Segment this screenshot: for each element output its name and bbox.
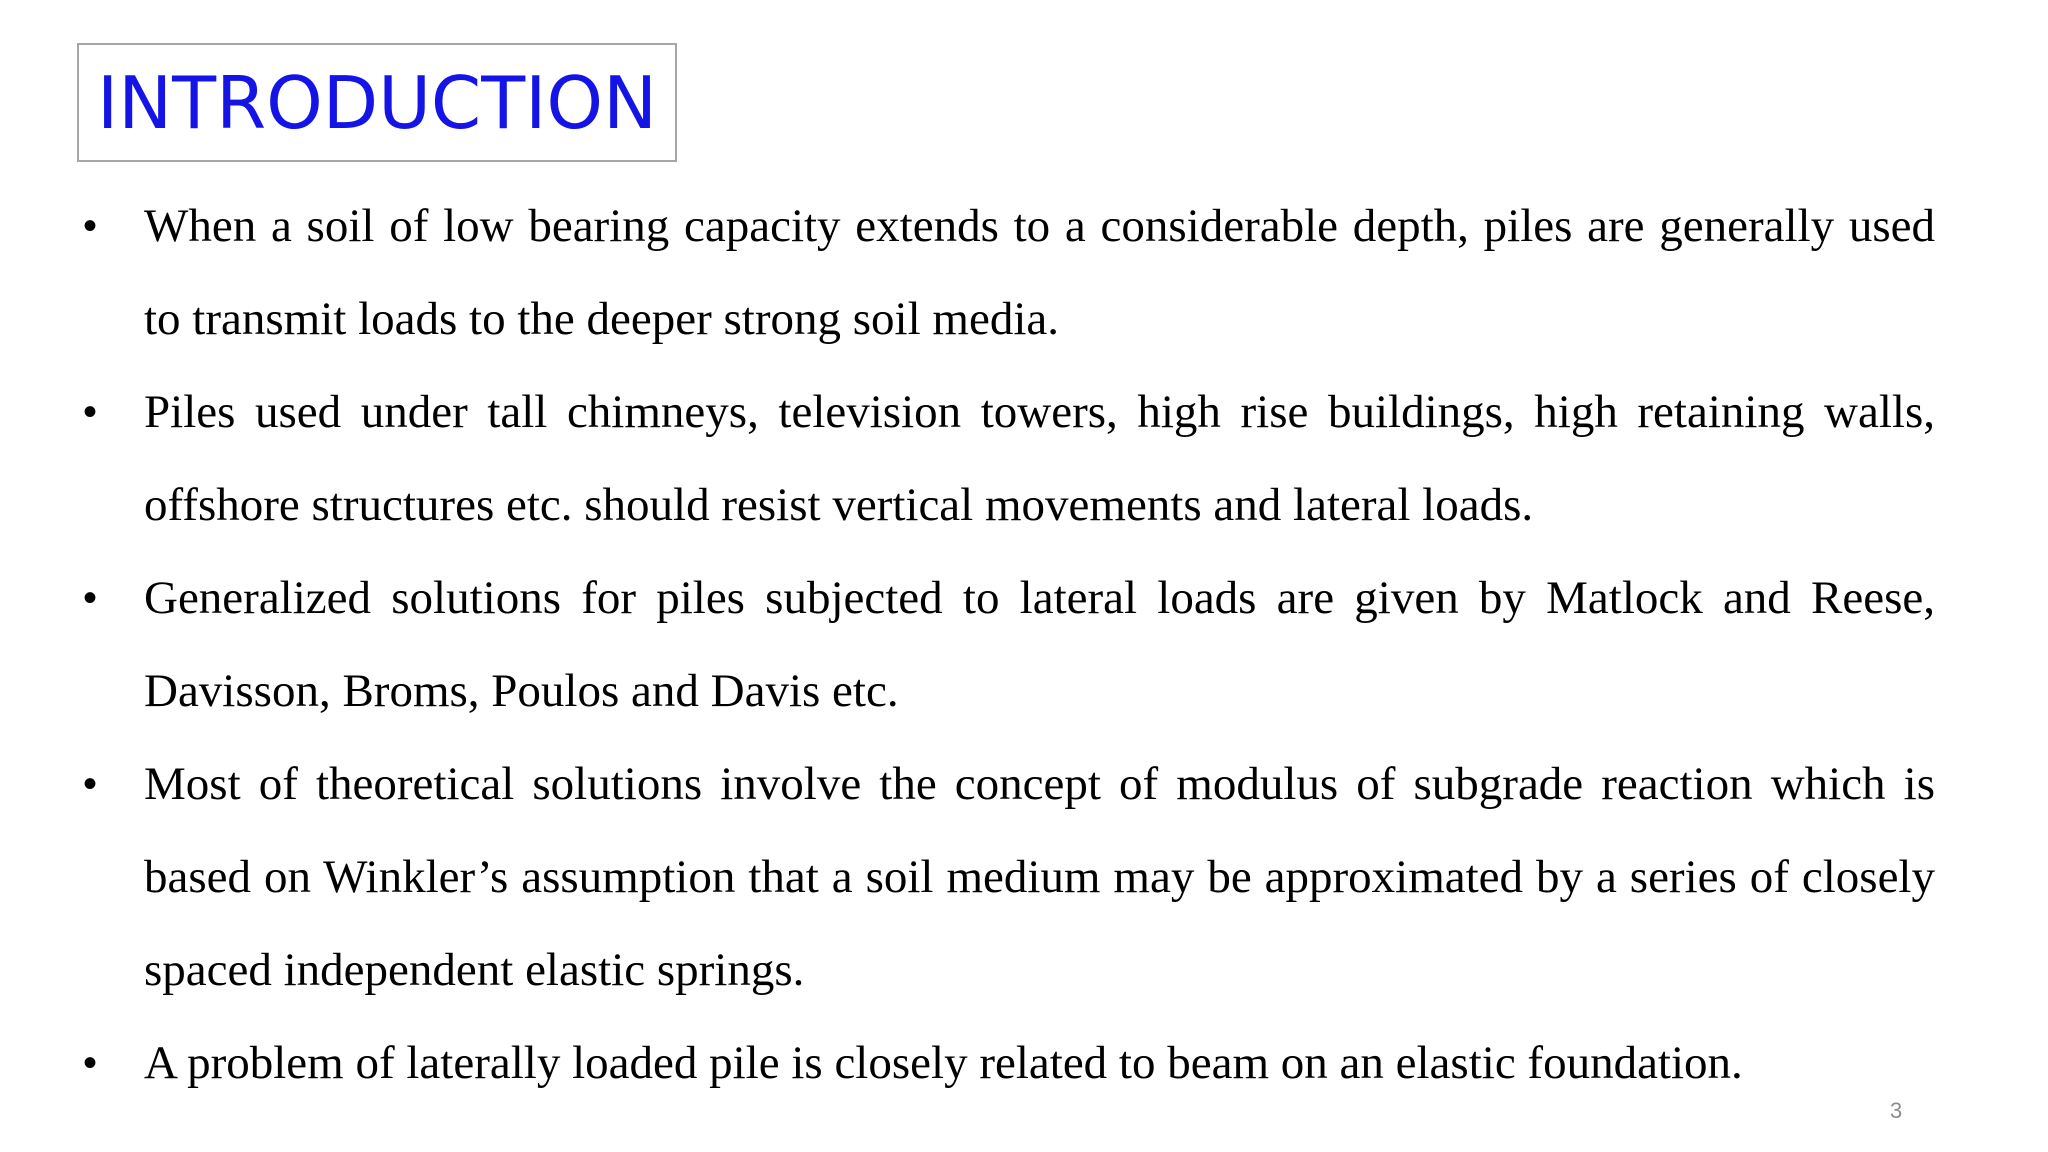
bullet-text: Most of theoretical solutions involve the concept of modulus of subgrade reaction which is based on Winkler’s assumption that a soil medium may be approximated by a series of closely spaced independent elastic springs. [144,758,1935,996]
bullet-icon: • [83,1041,98,1085]
bullet-list [77,180,1935,1110]
bullet-icon: • [83,762,98,806]
bullet-item [77,180,1935,366]
bullet-icon: • [83,204,98,248]
bullet-text: When a soil of low bearing capacity extends to a considerable depth, piles are generally used to transmit loads to the deeper strong soil media. [144,200,1935,345]
bullet-item [77,1017,1935,1110]
title-box [77,43,677,162]
bullet-text: A problem of laterally loaded pile is closely related to beam on an elastic foundation. [144,1037,1743,1089]
bullet-item [77,366,1935,552]
bullet-icon: • [83,576,98,620]
page-number: 3 [1890,1098,1903,1123]
bullet-item [77,738,1935,1017]
bullet-text: Generalized solutions for piles subjected to lateral loads are given by Matlock and Reese, Davisson, Broms, Poulos and Davis etc. [144,572,1935,717]
slide-title: INTRODUCTION [97,60,657,145]
bullet-icon: • [83,390,98,434]
bullet-text: Piles used under tall chimneys, television towers, high rise buildings, high retaining walls, offshore structures etc. should resist vertical movements and lateral loads. [144,386,1935,531]
bullet-item [77,552,1935,738]
